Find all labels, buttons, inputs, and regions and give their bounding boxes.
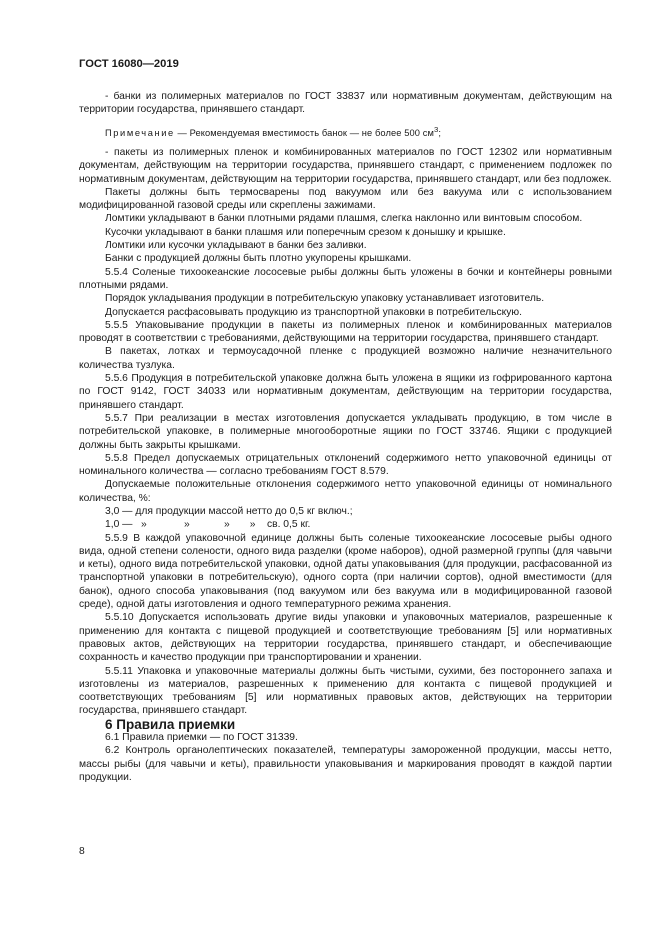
paragraph-pieces: Кусочки укладывают в банки плашмя или поперечным срезом к донышку и крышке. — [105, 226, 506, 238]
paragraph-5-5-11: 5.5.11 Упаковка и упаковочные материалы должны быть чистыми, сухими, без постороннего запаха и изготовлены из материалов, разрешенных к применению для контакта с пищевой продукцией и соответствующих требованиям [5] или нормативных правовых актов, действующих на территории государства, принявшего стандарт. — [79, 665, 612, 717]
paragraph-no-fill: Ломтики или кусочки укладывают в банки без заливки. — [105, 240, 367, 252]
deviation-item-2: 1,0 — » » » » св. 0,5 кг. — [105, 519, 311, 531]
paragraph-5-5-4: 5.5.4 Соленые тихоокеанские лососевые рыбы должны быть уложены в бочки и контейнеры ровными плотными рядами. — [79, 266, 612, 291]
paragraph-repacking: Допускается расфасовывать продукцию из транспортной упаковки в потребительскую. — [105, 306, 522, 318]
paragraph-lids: Банки с продукцией должны быть плотно укупорены крышками. — [105, 253, 412, 265]
paragraph-slices: Ломтики укладывают в банки плотными рядами плашмя, слегка наклонно или винтовым способом. — [105, 213, 583, 225]
paragraph-5-5-10: 5.5.10 Допускается использовать другие виды упаковки и упаковочных материалов, разрешенные к применению для контакта с пищевой продукцией и соответствующие требованиям [5] или нормативных правовых актов, действующих на территории государства, принявшего стандарт, и обеспечивающие сохранность и качество продукции при транспортировании и хранении. — [79, 612, 612, 664]
paragraph-5-5-6: 5.5.6 Продукция в потребительской упаковке должна быть уложена в ящики из гофрированного картона по ГОСТ 9142, ГОСТ 34033 или нормативным документам, действующим на территории государства, принявшего стандарт. — [79, 373, 612, 411]
section-heading-6: 6 Правила приемки — [105, 716, 236, 732]
note-label: Примечание — [105, 127, 175, 138]
paragraph-deviations: Допускаемые положительные отклонения содержимого нетто упаковочной единицы от номинального количества, %: — [79, 479, 612, 504]
deviation-item-1: 3,0 — для продукции массой нетто до 0,5 кг включ.; — [105, 506, 353, 517]
paragraph-6-2: 6.2 Контроль органолептических показателей, температуры замороженной продукции, массы нетто, массы рыбы (для чавычи и кеты), правильности упаковывания и маркирования проводят в каждой партии продукции. — [79, 745, 612, 783]
paragraph-6-1: 6.1 Правила приемки — по ГОСТ 31339. — [105, 732, 298, 744]
paragraph-bags-sealing: Пакеты должны быть термосварены под вакуумом или без вакуума или с использованием модифицированной газовой среды или скреплены зажимами. — [79, 186, 612, 212]
paragraph-5-5-8: 5.5.8 Предел допускаемых отрицательных отклонений содержимого нетто упаковочной единицы от номинального количества — согласно требованиям ГОСТ 8.579. — [79, 452, 612, 478]
document-header: ГОСТ 16080—2019 — [79, 58, 179, 70]
note-text: — Рекомендуемая вместимость банок — не более 500 см — [174, 127, 434, 138]
paragraph-order: Порядок укладывания продукции в потребительскую упаковку устанавливает изготовитель. — [105, 293, 545, 305]
paragraph-5-5-5: 5.5.5 Упаковывание продукции в пакеты из полимерных пленок и комбинированных материалов проводят в соответствии с требованиями, действующими на территории государства, принявшего стандарт. — [79, 319, 612, 345]
paragraph-cans: - банки из полимерных материалов по ГОСТ 33837 или нормативным документам, действующим на территории государства, принявшего стандарт. — [79, 91, 612, 116]
paragraph-5-5-9: 5.5.9 В каждой упаковочной единице должны быть соленые тихоокеанские лососевые рыбы одного вида, одной степени солености, одного вида разделки (кроме наборов), одной размерной группы (для чавычи и кеты), одного вида потребительской упаковки, одной даты упаковывания (для продукции, расфасованной из транспортной упаковки в потребительскую), одного сорта (при наличии сортов), одной вместимости (для банок), одного способа упаковывания (под вакуумом или без вакуума или в модифицированной газовой среде), одной даты изготовления и одного температурного режима хранения. — [79, 532, 612, 611]
note-superscript: 3 — [433, 124, 439, 134]
paragraph-brine: В пакетах, лотках и термоусадочной пленке с продукцией возможно наличие незначительного количества тузлука. — [79, 346, 612, 371]
page-number: 8 — [79, 846, 85, 857]
paragraph-bags: - пакеты из полимерных пленок и комбинированных материалов по ГОСТ 12302 или нормативным документам, действующим на территории государства, принявшего стандарт, с применением подложек по нормативным документам, действующим на территории государства, принявшего стандарт, или без подложек. — [79, 146, 612, 185]
document-body — [79, 90, 612, 784]
paragraph-5-5-7: 5.5.7 При реализации в местах изготовления допускается укладывать продукцию, в том числе в потребительской упаковке, в полимерные многооборотные ящики по ГОСТ 33746. Ящики с продукцией должны быть закрыты крышками. — [79, 412, 612, 451]
note-end: ; — [438, 127, 442, 138]
note — [79, 123, 612, 140]
